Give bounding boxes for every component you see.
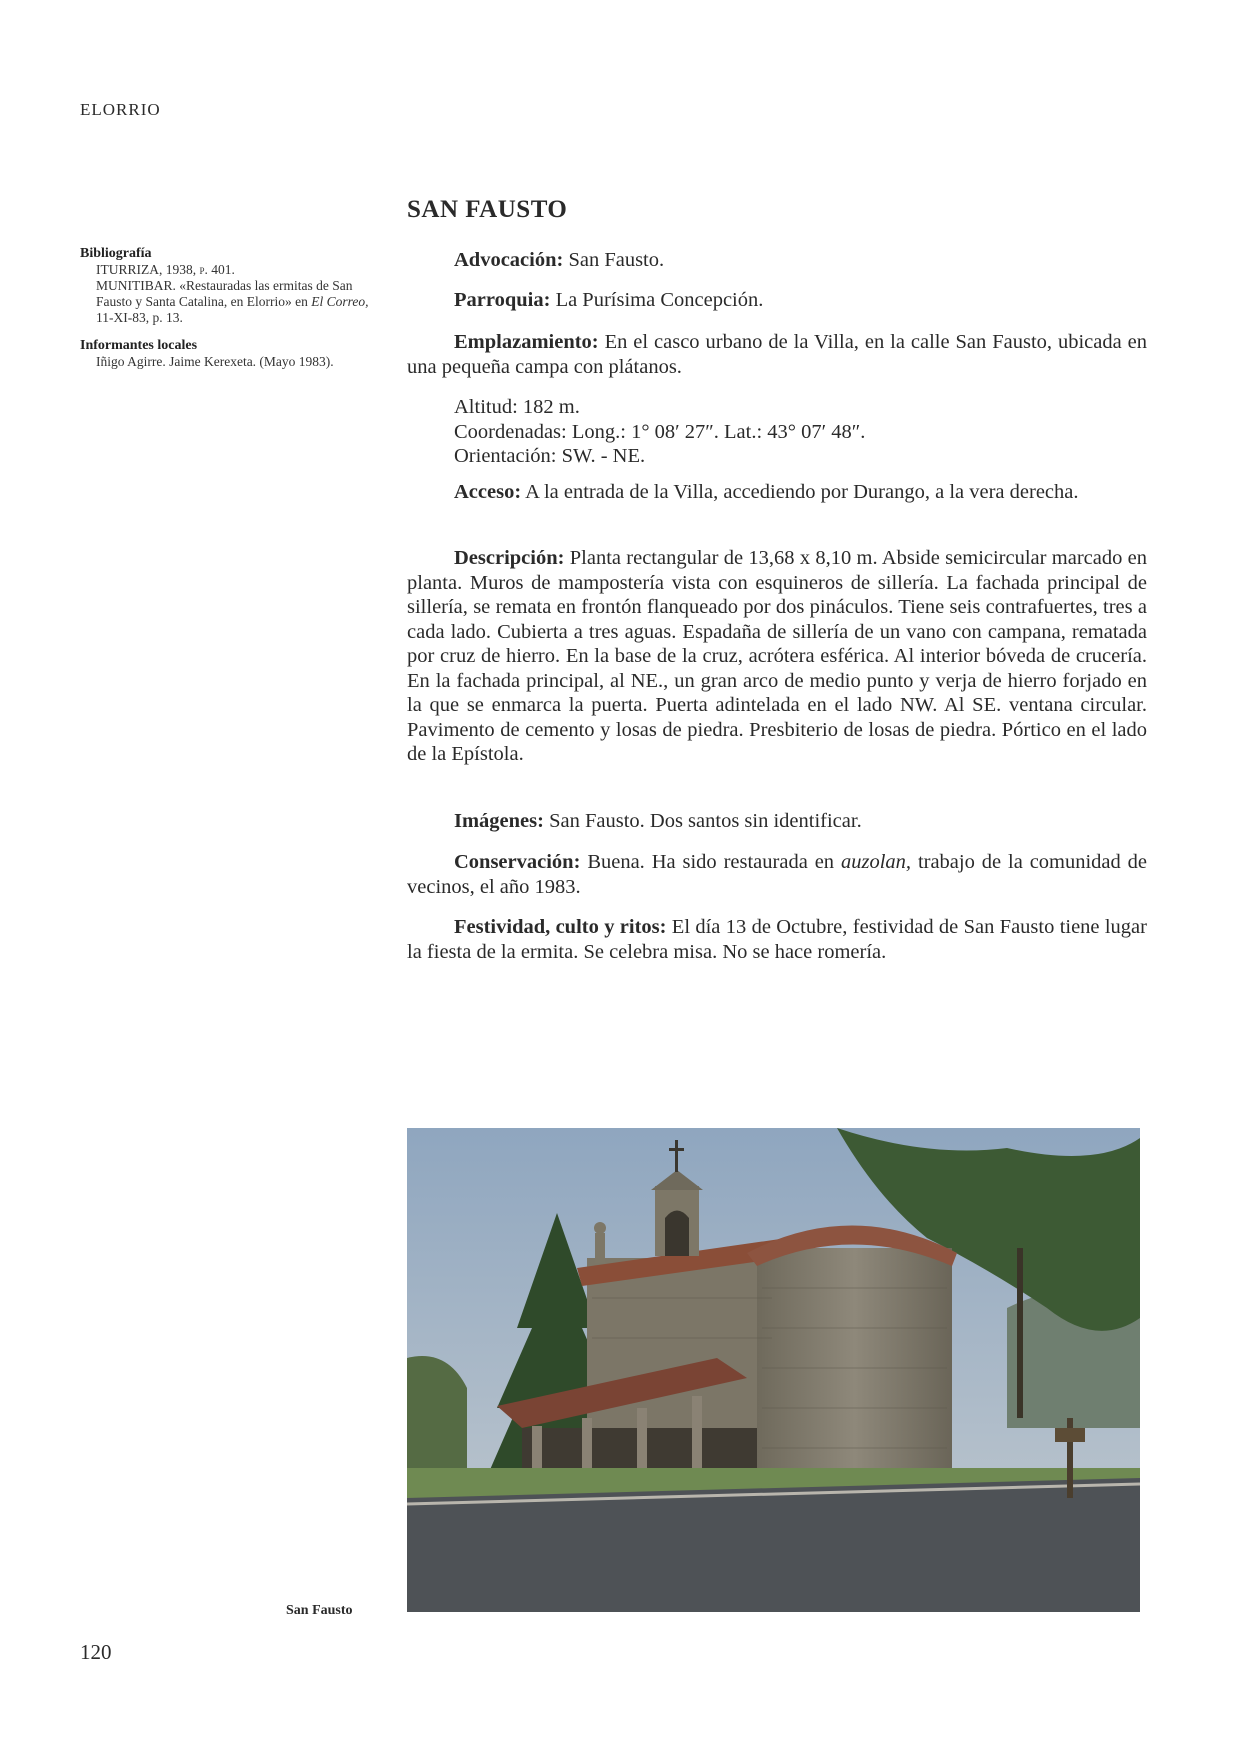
bibliography-entry-1 xyxy=(96,262,380,278)
informants-block xyxy=(80,338,380,370)
sidebar-notes xyxy=(80,246,380,382)
figure-caption: San Fausto xyxy=(286,1603,353,1618)
imagenes-entry xyxy=(407,809,1147,834)
bibliography-author: MUNITIBAR. xyxy=(96,278,176,293)
emplazamiento-label: Emplazamiento: xyxy=(454,331,599,353)
conservacion-text: Buena. Ha sido restaurada en xyxy=(587,851,835,873)
parroquia-label: Parroquia: xyxy=(454,289,551,311)
bibliography-entry-2 xyxy=(96,278,380,326)
conservacion-label: Conservación: xyxy=(454,851,581,873)
festividad-text: El día 13 de Octubre, festividad de San Fausto tiene lugar la fiesta de la ermita. Se celebra misa. No se hace romería. xyxy=(407,916,1147,963)
advocacion-text: San Fausto. xyxy=(568,249,665,271)
informants-text: Iñigo Agirre. Jaime Kerexeta. (Mayo 1983). xyxy=(96,354,334,369)
descripcion-entry xyxy=(407,546,1147,767)
bibliography-entry-1-text: ITURRIZA, 1938, p. 401. xyxy=(96,262,235,277)
bibliography-date: 11-XI-83, p. 13. xyxy=(96,310,183,325)
bibliography-journal: El Correo, xyxy=(311,294,369,309)
orientation: Orientación: SW. - NE. xyxy=(454,445,646,467)
imagenes-text: San Fausto. Dos santos sin identificar. xyxy=(549,810,862,832)
festividad-entry xyxy=(407,915,1147,964)
acceso-entry xyxy=(407,480,1147,505)
advocacion-label: Advocación: xyxy=(454,249,564,271)
bibliography-article-title: «Restauradas las ermitas de San Fausto y Santa Catalina, en Elorrio» en xyxy=(96,278,353,309)
parroquia-text: La Purísima Concepción. xyxy=(555,289,764,311)
conservacion-text-end: trabajo de la comunidad de vecinos, el año 1983. xyxy=(407,851,1148,898)
festividad-label: Festividad, culto y ritos: xyxy=(454,916,667,938)
acceso-label: Acceso: xyxy=(454,481,522,503)
hermitage-illustration xyxy=(407,1128,1140,1612)
coordinates: Coordenadas: Long.: 1° 08′ 27″. Lat.: 43° 07′ 48″. xyxy=(454,420,866,443)
article-title: SAN FAUSTO xyxy=(407,196,568,223)
advocacion-entry xyxy=(407,248,1147,273)
altitude: Altitud: 182 m. xyxy=(454,396,580,418)
running-head: ELORRIO xyxy=(80,100,161,119)
emplazamiento-text: En el casco urbano de la Villa, en la calle San Fausto, ubicada en una pequeña campa con plátanos. xyxy=(407,331,1147,378)
location-data xyxy=(454,395,865,469)
parroquia-entry xyxy=(407,288,1147,313)
conservacion-auzolan: auzolan, xyxy=(840,851,912,873)
descripcion-text: Planta rectangular de 13,68 x 8,10 m. Abside semicircular marcado en planta. Muros de mampostería vista con esquineros de sillería. La fachada principal de sillería, se remata en frontón flanqueado por dos pináculos. Tiene seis contrafuertes, tres a cada lado. Cubierta a tres aguas. Espadaña de sillería de un vano con campana, rematada por cruz de hierro. En la base de la cruz, acrótera esférica. Al interior bóveda de crucería. En la fachada principal, al NE., un gran arco de medio punto y verja de hierro forjado en la que se enmarca la puerta. Puerta adintelada en el lado NW. Al SE. ventana circular. Pavimento de cemento y losas de piedra. Presbiterio de losas de piedra. Pórtico en el lado de la Epístola. xyxy=(407,547,1147,765)
bibliography-block xyxy=(80,246,380,326)
descripcion-label: Descripción: xyxy=(454,547,565,569)
emplazamiento-entry xyxy=(407,330,1147,379)
informants-heading: Informantes locales xyxy=(80,338,198,353)
hermitage-photo xyxy=(407,1128,1140,1612)
bibliography-heading: Bibliografía xyxy=(80,246,152,261)
imagenes-label: Imágenes: xyxy=(454,810,544,832)
conservacion-entry xyxy=(407,850,1147,899)
page-number: 120 xyxy=(80,1640,112,1664)
acceso-text: A la entrada de la Villa, accediendo por Durango, a la vera derecha. xyxy=(525,481,1079,503)
